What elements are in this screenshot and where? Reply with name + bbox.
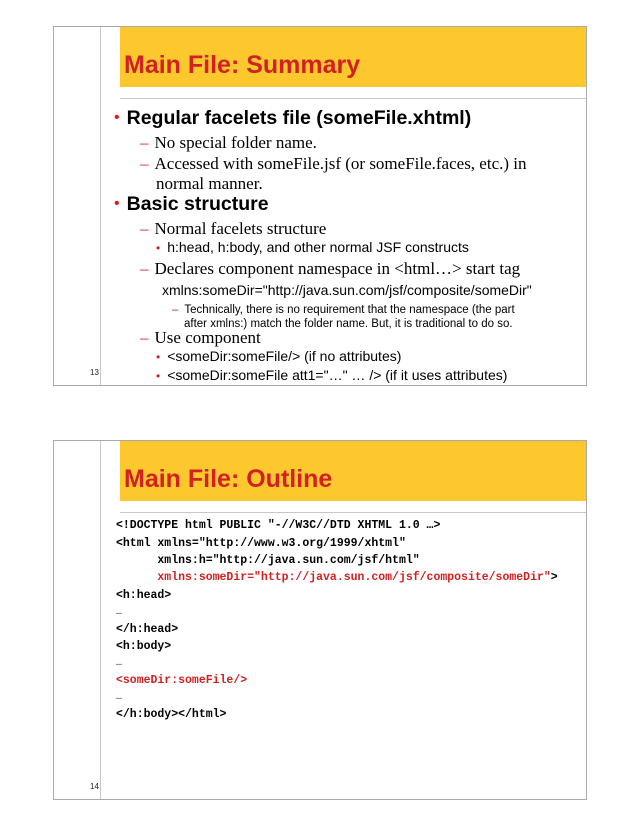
code-close: > [550, 571, 558, 584]
sub-bullet-continuation: normal manner. [156, 174, 263, 193]
note [172, 303, 515, 318]
note-continuation: after xmlns:) match the folder name. But, it is traditional to do so. [184, 318, 513, 330]
title-rule [120, 512, 586, 513]
sub-bullet-text: No special folder name. [154, 133, 317, 152]
bullet-dot-icon: • [156, 369, 161, 383]
sub-bullet [140, 133, 317, 153]
bullet-regular-facelets [114, 107, 471, 130]
sub-sub-bullet-text: <someDir:someFile/> (if no attributes) [167, 348, 402, 364]
sub-sub-bullet-text: <someDir:someFile att1="…" … /> (if it uses attributes) [167, 367, 508, 383]
code-line: </h:head> [116, 623, 179, 636]
code-line: <html xmlns="http://www.w3.org/1999/xhtml" [116, 537, 406, 550]
namespace-declaration: xmlns:someDir="http://java.sun.com/jsf/composite/someDir" [162, 282, 532, 298]
sub-bullet [140, 328, 261, 348]
bullet-dot-icon: • [114, 195, 120, 212]
sub-bullet [140, 154, 527, 174]
dash-icon: – [140, 328, 149, 347]
code-line: </h:body></html> [116, 708, 227, 721]
sub-sub-bullet [156, 239, 469, 255]
bullet-text: Basic structure [126, 193, 269, 215]
left-rule [100, 27, 101, 385]
sub-sub-bullet-text: h:head, h:body, and other normal JSF constructs [167, 239, 469, 255]
sub-bullet-text: Use component [154, 328, 261, 347]
bullet-dot-icon: • [114, 109, 120, 126]
sub-bullet [140, 259, 520, 279]
dash-icon: – [140, 219, 149, 238]
left-rule [100, 441, 101, 799]
code-line: … [116, 692, 123, 703]
sub-bullet-text: Accessed with someFile.jsf (or someFile.faces, etc.) in [154, 154, 527, 173]
code-line [116, 571, 558, 584]
sub-bullet-text: Declares component namespace in <html…> start tag [154, 259, 521, 278]
bullet-basic-structure [114, 193, 269, 216]
dash-icon: – [172, 304, 179, 316]
slide-13 [53, 26, 587, 386]
dash-icon: – [140, 259, 149, 278]
slide-14 [53, 440, 587, 800]
slide-title: Main File: Summary [124, 51, 361, 79]
sub-bullet-text: Normal facelets structure [154, 219, 327, 238]
sub-sub-bullet [156, 367, 507, 383]
bullet-dot-icon: • [156, 350, 161, 364]
page-number: 13 [90, 368, 99, 377]
title-rule [120, 98, 586, 99]
code-line: <h:head> [116, 589, 172, 602]
code-namespace: xmlns:someDir="http://java.sun.com/jsf/composite/someDir" [116, 571, 551, 584]
code-line: … [116, 607, 123, 618]
slide-title: Main File: Outline [124, 465, 333, 493]
code-line: xmlns:h="http://java.sun.com/jsf/html" [116, 554, 420, 567]
code-line-component: <someDir:someFile/> [116, 674, 248, 687]
note-text: Technically, there is no requirement that the namespace (the part [184, 304, 515, 316]
sub-bullet [140, 219, 326, 239]
dash-icon: – [140, 154, 149, 173]
code-line: <h:body> [116, 640, 172, 653]
bullet-text: Regular facelets file (someFile.xhtml) [126, 107, 472, 129]
code-line: … [116, 658, 123, 669]
sub-sub-bullet [156, 348, 401, 364]
code-line: <!DOCTYPE html PUBLIC "-//W3C//DTD XHTML 1.0 …> [116, 519, 441, 532]
page-number: 14 [90, 782, 99, 791]
bullet-dot-icon: • [156, 241, 161, 255]
dash-icon: – [140, 133, 149, 152]
